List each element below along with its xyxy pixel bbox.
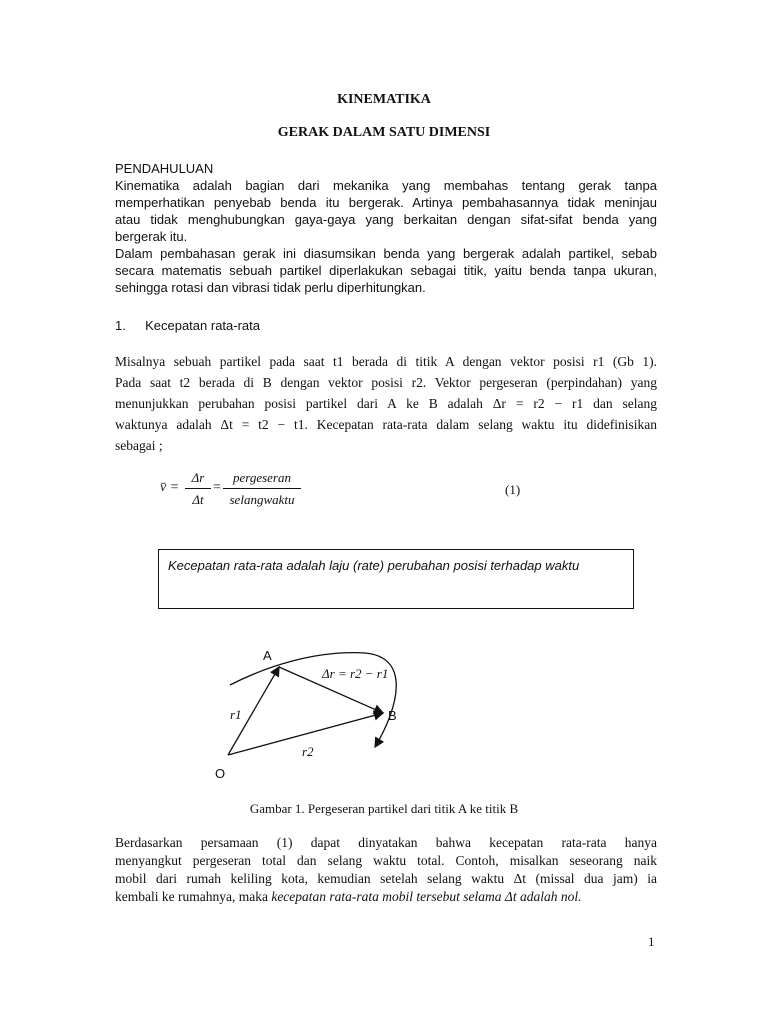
origin-o-label: O xyxy=(215,766,226,781)
equation-equals: = xyxy=(213,480,221,495)
closing-line-2: menyangkut pergeseran total dan selang waktu total. Contoh, misalkan seseorang naik xyxy=(115,853,657,868)
section-1-line-3: menunjukkan perubahan posisi partikel dari A ke B adalah Δr = r2 − r1 dan selang xyxy=(115,396,657,411)
equation-numerator-2: pergeseran xyxy=(232,470,291,485)
closing-line-3: mobil dari rumah keliling kota, kemudian setelah selang waktu Δt (missal dua jam) ia xyxy=(115,871,657,886)
fraction-bar-1 xyxy=(185,488,211,489)
intro-section xyxy=(115,160,657,296)
intro-p2-line-1: Dalam pembahasan gerak ini diasumsikan benda yang bergerak adalah partikel, sebab xyxy=(115,246,657,261)
vector-r1-label: r1 xyxy=(230,707,242,722)
section-1-line-1: Misalnya sebuah partikel pada saat t1 berada di titik A dengan vektor posisi r1 (Gb 1). xyxy=(115,354,657,369)
document-subtitle: GERAK DALAM SATU DIMENSI xyxy=(277,125,491,140)
intro-p1-line-4: bergerak itu. xyxy=(115,229,188,244)
fraction-bar-2 xyxy=(223,488,301,489)
page-number: 1 xyxy=(648,934,655,949)
section-1-paragraph xyxy=(115,351,657,456)
equation-lhs: v̄ = xyxy=(160,480,180,495)
intro-p2-line-2: secara matematis sebuah partikel diperlakukan sebagai titik, yaitu benda tanpa ukuran, xyxy=(115,263,657,278)
figure-caption: Gambar 1. Pergeseran partikel dari titik A ke titik B xyxy=(249,801,519,816)
intro-p1-line-2: memperhatikan penyebab benda itu bergerak. Artinya pembahasannya tidak meninjau xyxy=(115,195,657,210)
equation-denominator-1: Δt xyxy=(192,492,204,507)
intro-heading: PENDAHULUAN xyxy=(115,161,214,176)
equation-denominator-2: selangwaktu xyxy=(229,492,295,507)
closing-line-4-plain: kembali ke rumahnya, maka xyxy=(115,889,272,904)
definition-text: Kecepatan rata-rata adalah laju (rate) perubahan posisi terhadap waktu xyxy=(168,558,580,573)
vector-delta-r-label: Δr = r2 − r1 xyxy=(322,666,389,681)
equation-numerator-1: Δr xyxy=(191,470,205,485)
closing-line-1: Berdasarkan persamaan (1) dapat dinyatakan bahwa kecepatan rata-rata hanya xyxy=(115,835,657,850)
document-title: KINEMATIKA xyxy=(337,92,431,107)
intro-p2-line-3: sehingga rotasi dan vibrasi tidak perlu diperhitungkan. xyxy=(115,280,426,295)
vector-r2-label: r2 xyxy=(302,744,314,759)
closing-paragraph xyxy=(115,834,657,906)
intro-p1-line-1: Kinematika adalah bagian dari mekanika yang membahas tentang gerak tanpa xyxy=(115,178,657,193)
closing-line-4 xyxy=(115,888,657,906)
point-a-label: A xyxy=(263,648,272,663)
closing-line-4-italic: kecepatan rata-rata mobil tersebut selama Δt adalah nol. xyxy=(271,889,582,904)
section-1-line-5: sebagai ; xyxy=(115,438,163,453)
section-1-number: 1. xyxy=(115,318,126,333)
section-1-line-4: waktunya adalah Δt = t2 − t1. Kecepatan rata-rata dalam selang waktu itu didefinisikan xyxy=(115,417,657,432)
intro-p1-line-3: atau tidak menghubungkan gaya-gaya yang berkaitan dengan sifat-sifat benda yang xyxy=(115,212,657,227)
section-1-title: Kecepatan rata-rata xyxy=(145,318,260,333)
section-1-line-2: Pada saat t2 berada di B dengan vektor posisi r2. Vektor pergeseran (perpindahan) yang xyxy=(115,375,657,390)
point-b-label: B xyxy=(388,708,397,723)
equation-number: (1) xyxy=(505,482,521,497)
section-1-heading xyxy=(115,317,657,334)
